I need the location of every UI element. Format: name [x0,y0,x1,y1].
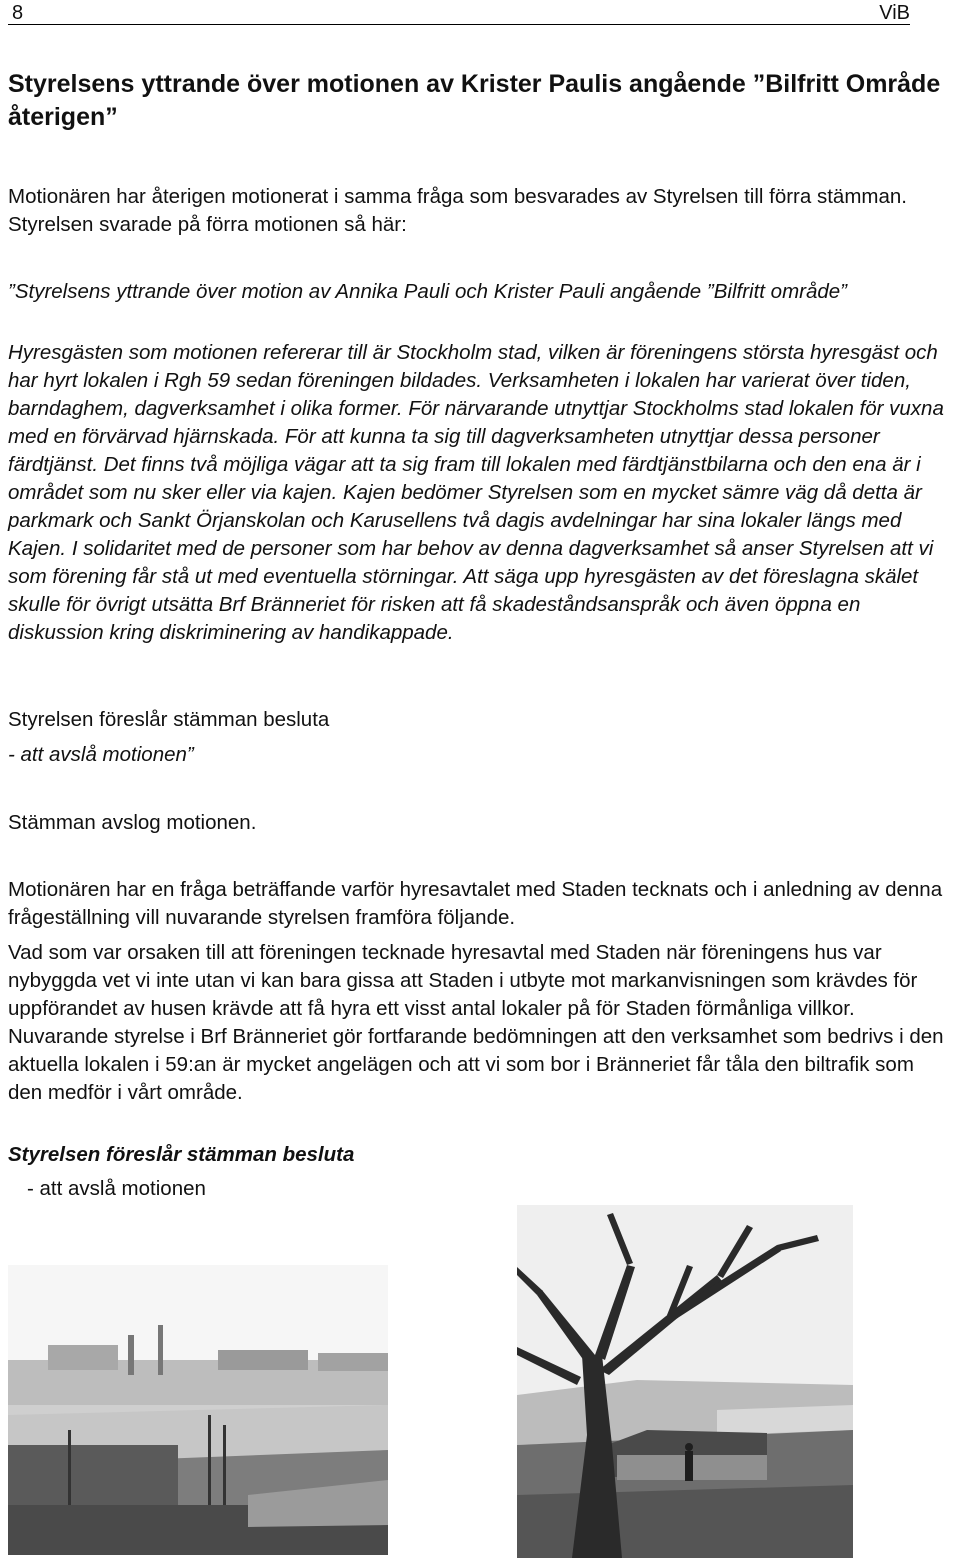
quote-body: Hyresgästen som motionen refererar till är Stockholm stad, vilken är föreningens största hyresgäst och har hyrt lokalen i Rgh 59 sedan föreningen bildades. Verksamheten i lokalen har varierat över tiden, barndaghem, dagverksamhet i olika former. För närvarande utnyttjar Stockholms stad lokalen för vuxna med en förvärvad hjärnskada. För att kunna ta sig till dagverksamheten utnyttjar dessa personer färdtjänst. Det finns två möjliga vägar att ta sig fram till lokalen med färdtjänstbilarna och den ena är i området som nu sker eller via kajen. Kajen bedömer Styrelsen som en mycket sämre väg då detta är parkmark och Sankt Örjanskolan och Karusellens två dagis avdelningar har sina lokaler längs med Kajen. I solidaritet med de personer som har behov av denna dagverksamhet så anser Styrelsen att vi som förening får stå ut med eventuella störningar. Att säga upp hyresgästen av det föreslagna skälet skulle för övrigt utsätta Brf Bränneriet för risken att få skadeståndsanspråk och även öppna en diskussion kring diskriminering av handikappade. [8,341,944,644]
harbour-photo [8,1265,388,1555]
tree-photo-graphic [517,1205,853,1558]
article-title: Styrelsens yttrande över motionen av Krister Paulis angående ”Bilfritt Område återigen” [8,70,941,131]
quote-propose: Styrelsen föreslår stämman besluta [8,708,330,731]
intro-paragraph: Motionären har återigen motionerat i samma fråga som besvarades av Styrelsen till förra stämman. Styrelsen svarade på förra motionen så här: [8,185,907,236]
publication-name: ViB [879,2,910,24]
page-number: 8 [12,2,24,24]
quote-decision: - att avslå motionen” [8,743,194,766]
tree-photo [517,1205,853,1558]
quote-title: ”Styrelsens yttrande över motion av Annika Pauli och Krister Pauli angående ”Bilfritt område” [8,280,847,303]
harbour-photo-graphic [8,1265,388,1555]
final-decision: - att avslå motionen [27,1177,206,1200]
answer-paragraph: Vad som var orsaken till att föreningen tecknade hyresavtal med Staden när föreningens hus var nybyggda vet vi inte utan vi kan bara gissa att Staden i utbyte mot markanvisningen som krävdes för uppförandet av husen krävde att få hyra ett visst antal lokaler på för Staden förmånliga villkor. Nuvarande styrelse i Brf Bränneriet gör fortfarande bedömningen att den verksamhet som bedrivs i den aktuella lokalen i 59:an är mycket angelägen och att vi som bor i Bränneriet får tåla den biltrafik som den medför i vårt område. [8,941,944,1104]
final-propose: Styrelsen föreslår stämman besluta [8,1143,355,1166]
page-header [8,0,910,25]
result-paragraph: Stämman avslog motionen. [8,811,257,834]
question-paragraph: Motionären har en fråga beträffande varför hyresavtalet med Staden tecknats och i anledning av denna frågeställning vill nuvarande styrelsen framföra följande. [8,878,943,929]
